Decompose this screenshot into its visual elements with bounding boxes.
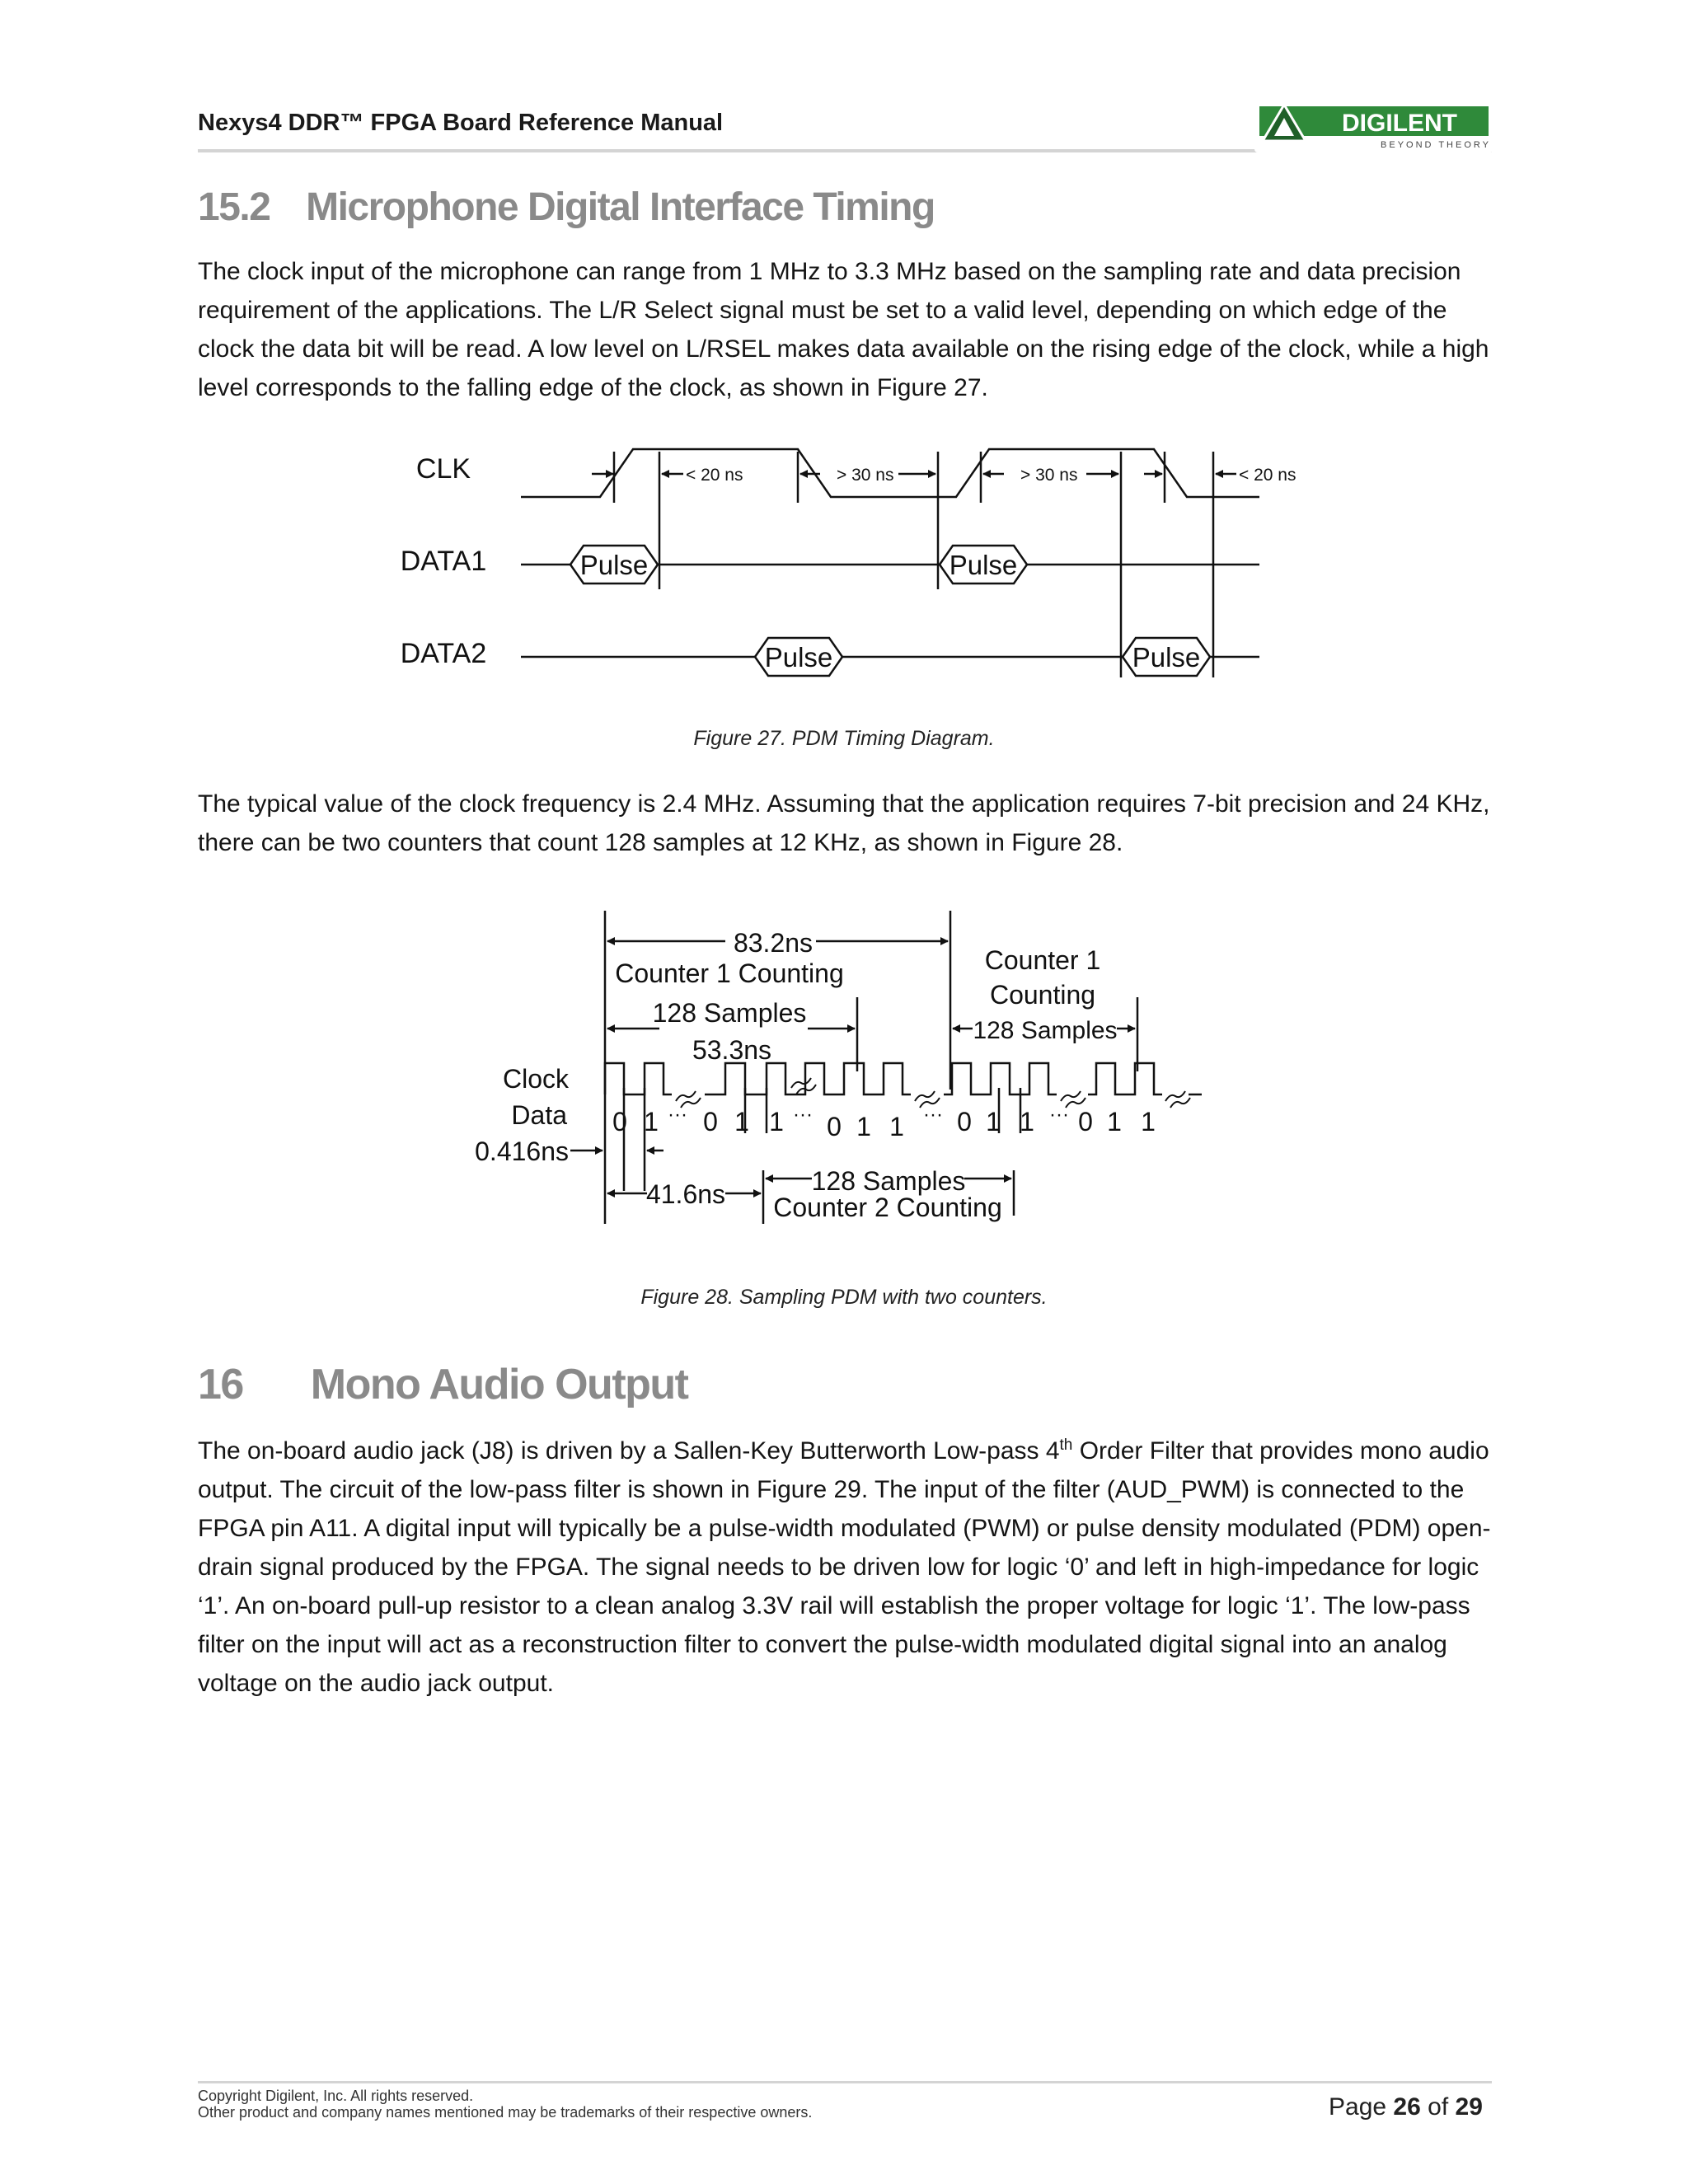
body-paragraph-audio <box>198 1432 1500 1703</box>
signal-label-data1: DATA1 <box>400 546 487 577</box>
data-bit: 1 <box>1107 1107 1122 1137</box>
section-number: 15.2 <box>198 185 270 229</box>
body-paragraph-clock: The clock input of the microphone can range from 1 MHz to 3.3 MHz based on the sampling rate and data precision requirement of the applications. The L/R Select signal must be set to a valid level, depending on which edge of the clock the data bit will be read. A low level on L/RSEL makes data available on the rising edge of the clock, while a high level corresponds to the falling edge of the clock, as shown in Figure 27. <box>198 258 1489 401</box>
label-samples-c2: 128 Samples <box>811 1166 966 1196</box>
ellipsis: ··· <box>923 1104 943 1126</box>
section-number: 16 <box>198 1361 243 1408</box>
ellipsis: ··· <box>793 1104 813 1126</box>
section-heading-16 <box>198 1360 687 1409</box>
ellipsis: ··· <box>668 1104 687 1126</box>
data-bit: 1 <box>1141 1107 1156 1137</box>
signal-label-clk: CLK <box>415 453 471 485</box>
footer-copyright <box>198 2088 812 2121</box>
clock-waveform <box>605 1063 1202 1094</box>
para-text: The on-board audio jack (J8) is driven by a Sallen-Key Butterworth Low-pass 4 <box>198 1437 1060 1465</box>
timing-label: > 30 ns <box>1020 466 1078 485</box>
page-number <box>1329 2093 1483 2121</box>
timing-label: > 30 ns <box>837 466 894 485</box>
logo-text: DIGILENT <box>1342 110 1457 137</box>
label-counting: Counting <box>989 980 1096 1010</box>
signal-label-data2: DATA2 <box>400 638 487 669</box>
trademark-line: Other product and company names mentioned may be trademarks of their respective owners. <box>198 2104 813 2121</box>
page-total: 29 <box>1455 2093 1483 2121</box>
page-current: 26 <box>1393 2093 1421 2121</box>
body-paragraph-frequency: The typical value of the clock frequency is 2.4 MHz. Assuming that the application requires 7-bit precision and 24 KHz, there can be two counters that count 128 samples at 12 KHz, as shown in Figure 28. <box>198 790 1490 856</box>
pulse-label: Pulse <box>764 642 833 673</box>
page-label: Page <box>1329 2093 1387 2121</box>
label-counter1-counting: Counter 1 Counting <box>615 958 844 988</box>
label-416ns: 41.6ns <box>645 1179 726 1209</box>
of-label: of <box>1428 2093 1449 2121</box>
logo-tagline: BEYOND THEORY <box>1381 140 1491 150</box>
label-period: 83.2ns <box>733 928 814 958</box>
timing-label: < 20 ns <box>1239 466 1296 485</box>
label-samples: 128 Samples <box>652 998 807 1028</box>
data-bit: 0 <box>957 1107 972 1137</box>
para-text: Order Filter that provides mono audio output. The circuit of the low-pass filter is shown in Figure 29. The input of the filter (AUD_PWM) is connected to the FPGA pin A11. A digital input will typically be a pulse-width modulated (PWM) or pulse density modulated (PDM) open-drain signal produced by the FPGA. The signal needs to be driven low for logic ‘0’ and left in high-impedance for logic ‘1’. An on-board pull-up resistor to a clean analog 3.3V rail will establish the proper voltage for logic ‘1’. The low-pass filter on the input will act as a reconstruction filter to convert the pulse-width modulated digital signal into an analog voltage on the audio jack output. <box>198 1437 1491 1697</box>
data-bit: 1 <box>889 1112 904 1141</box>
label-counter2-counting: Counter 2 Counting <box>773 1193 1002 1222</box>
label-data: Data <box>511 1100 567 1130</box>
data-bit: 1 <box>734 1107 749 1137</box>
ellipsis: ··· <box>1049 1104 1069 1126</box>
footer-divider <box>198 2081 1492 2083</box>
label-53ns: 53.3ns <box>692 1035 772 1065</box>
timing-label: < 20 ns <box>686 466 743 485</box>
section-title: Mono Audio Output <box>310 1361 688 1408</box>
figure-28-caption: Figure 28. Sampling PDM with two counters. <box>640 1286 1048 1309</box>
data-bit: 0 <box>612 1107 627 1137</box>
superscript: th <box>1059 1436 1073 1454</box>
data-bit: 0 <box>827 1112 842 1141</box>
data-bit: 1 <box>1020 1107 1034 1137</box>
pulse-label: Pulse <box>579 550 649 580</box>
section-title: Microphone Digital Interface Timing <box>306 185 935 229</box>
data-bit: 1 <box>986 1107 1001 1137</box>
pulse-label: Pulse <box>1132 642 1201 673</box>
document-header-title: Nexys4 DDR™ FPGA Board Reference Manual <box>198 110 724 136</box>
data-bit: 1 <box>769 1107 784 1137</box>
data-bit: 0 <box>703 1107 718 1137</box>
pulse-label: Pulse <box>949 550 1018 580</box>
label-0416ns: 0.416ns <box>475 1137 569 1166</box>
label-clock: Clock <box>502 1064 569 1094</box>
data-bit: 1 <box>856 1112 871 1141</box>
data-bit: 0 <box>1078 1107 1093 1137</box>
copyright-line: Copyright Digilent, Inc. All rights reserved. <box>198 2088 474 2104</box>
figure-27-caption: Figure 27. PDM Timing Diagram. <box>693 727 995 750</box>
label-counter1: Counter 1 <box>984 945 1101 975</box>
data-bit: 1 <box>644 1107 659 1137</box>
label-samples-right: 128 Samples <box>973 1017 1118 1044</box>
